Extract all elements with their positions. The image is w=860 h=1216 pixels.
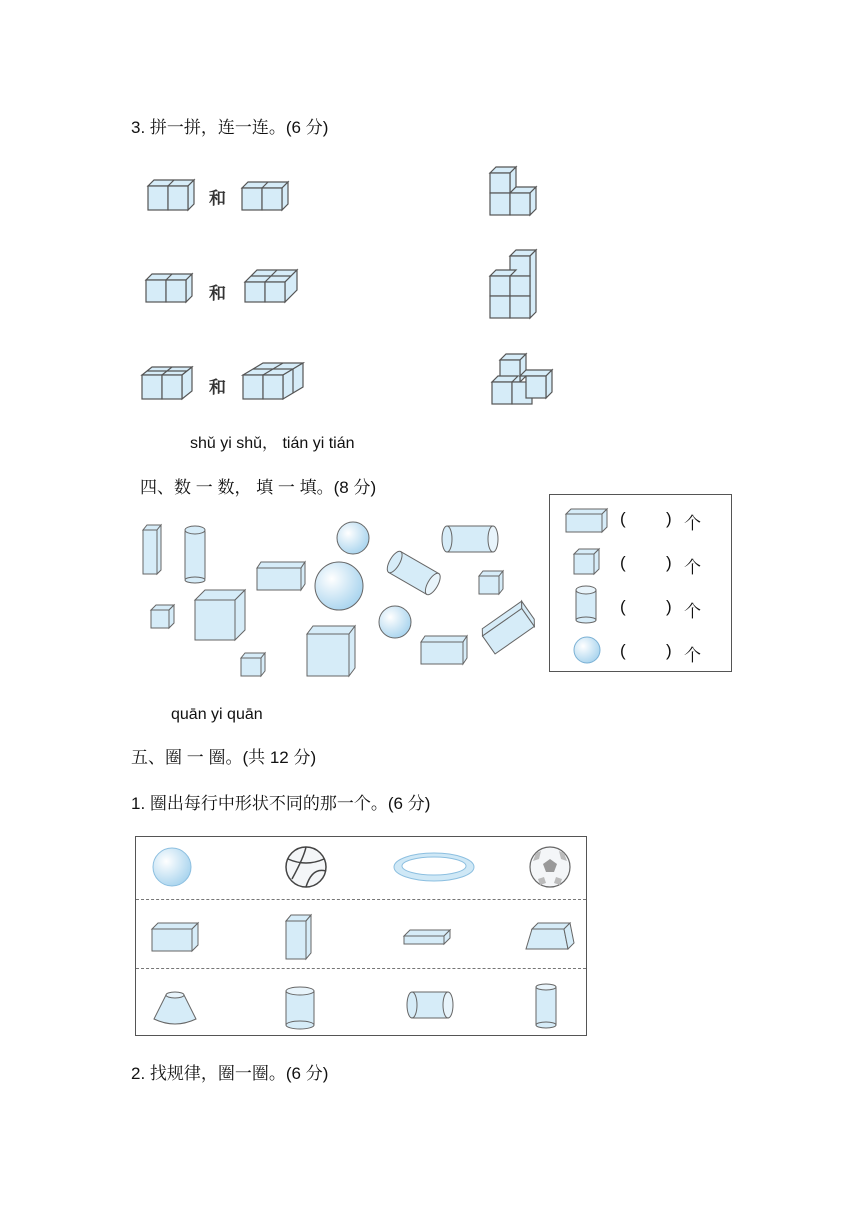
cuboid-icon [286,915,311,959]
answer-blank-open[interactable]: ( [620,553,626,572]
cuboid-icon [421,642,463,664]
cube-icon [479,576,499,594]
sphere-icon [572,635,604,667]
cube-group-3 [243,268,303,304]
cylinder-icon [447,526,493,552]
sphere-icon [337,522,369,554]
connector-he: 和 [209,284,226,304]
soccer-ball-icon [530,847,570,887]
connector-he: 和 [209,189,226,209]
section5-pinyin: quān yi quān [171,706,263,723]
legend-row-cuboid [550,503,731,533]
sphere-icon [315,562,363,610]
cylinder-icon [536,984,556,1028]
unit-label: 个 [684,646,701,665]
cube-group-2 [144,272,194,304]
stacked-cubes-b [488,246,548,322]
cube-icon [572,547,602,577]
cuboid-icon [404,930,450,944]
section4-title: 四、数 一 数， 填 一 填。(8 分) [140,478,377,497]
odd-one-out-grid [135,836,587,1036]
section5-title: 五、圈 一 圈。(共 12 分) [131,748,317,767]
stacked-cubes-c [490,352,560,408]
unit-label: 个 [684,514,701,533]
cylinder-icon [286,987,314,1029]
cube-group-2 [146,176,196,212]
unit-label: 个 [684,602,701,621]
answer-blank-open[interactable]: ( [620,641,626,660]
answer-blank-close: ) [666,553,672,572]
cube-group-2 [240,180,290,212]
q1-title: 1. 圈出每行中形状不同的那一个。(6 分) [131,794,431,813]
sphere-icon [153,848,191,886]
cuboid-icon [564,507,610,535]
ring-icon [394,853,474,881]
cube-icon [195,600,235,640]
cube-icon [151,610,169,628]
cube-icon [307,634,349,676]
unit-label: 个 [684,558,701,577]
stacked-cubes-a [488,163,548,219]
cylinder-icon [185,530,205,580]
count-legend-box [549,494,732,672]
shape-grid-art [136,837,586,1035]
q3-title: 3. 拼一拼，连一连。(6 分) [131,118,329,137]
sphere-icon [379,606,411,638]
answer-blank-close: ) [666,641,672,660]
cube-icon [241,658,261,676]
volleyball-icon [286,847,326,887]
cylinder-icon [574,585,600,625]
answer-blank-close: ) [666,597,672,616]
legend-row-sphere [550,635,731,665]
answer-blank-open[interactable]: ( [620,597,626,616]
connector-he: 和 [209,378,226,398]
legend-row-cube [550,547,731,577]
answer-blank-close: ) [666,509,672,528]
q2-title: 2. 找规律，圈一圈。(6 分) [131,1064,329,1083]
shapes-scene [135,510,545,682]
cube-group-3 [140,365,200,401]
cylinder-icon [407,992,453,1018]
cuboid-icon [257,568,301,590]
legend-row-cylinder [550,591,731,621]
cone-frustum-icon [154,992,196,1024]
cube-group-4 [241,361,307,401]
section4-pinyin: shǔ yi shǔ， tián yi tián [190,435,355,452]
frustum-icon [526,923,574,949]
answer-blank-open[interactable]: ( [620,509,626,528]
cuboid-icon [152,923,198,951]
